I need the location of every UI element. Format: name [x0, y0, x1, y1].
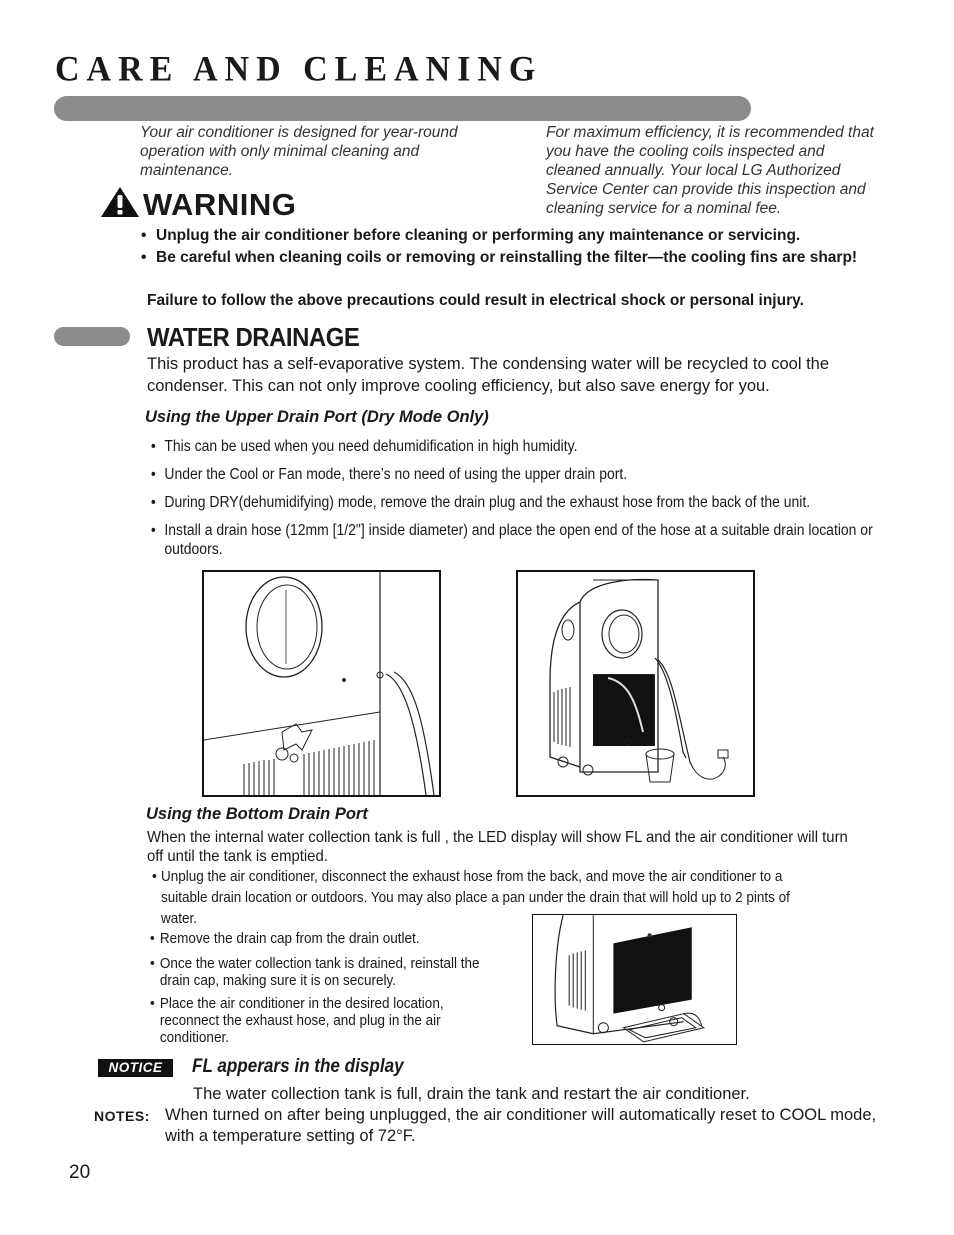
warning-failure-text: Failure to follow the above precautions could result in electrical shock or personal injury.: [147, 292, 804, 309]
list-item: • During DRY(dehumidifying) mode, remove the drain plug and the exhaust hose from the back of the unit.: [150, 493, 902, 512]
list-item: • Remove the drain cap from the drain outlet.: [150, 930, 506, 947]
list-item: • Place the air conditioner in the desired location, reconnect the exhaust hose, and plug in the air conditioner.: [150, 995, 506, 1046]
bottom-drain-intro: When the internal water collection tank is full , the LED display will show FL and the air conditioner will turn off until the tank is emptied.: [147, 829, 848, 865]
warning-heading-text: WARNING: [143, 186, 297, 222]
warning-item: • Unplug the air conditioner before cleaning or performing any maintenance or servicing.: [138, 225, 898, 246]
warning-heading: [100, 186, 296, 223]
upper-drain-closeup-illustration: [202, 570, 441, 797]
upper-drain-list: [150, 437, 902, 559]
intro-right: For maximum efficiency, it is recommended that you have the cooling coils inspected and cleaned annually. Your local LG Authorized Service Center can provide this inspection and cleaning service for a nominal fee.: [546, 124, 874, 217]
notice-title: FL apperars in the display: [192, 1056, 404, 1077]
warning-item: • Be careful when cleaning coils or removing or reinstalling the filter—the cooling fins are sharp!: [138, 247, 898, 268]
list-item: • Unplug the air conditioner, disconnect the exhaust hose from the back, and move the air conditioner to a suitable drain location or outdoors. You may also place a pan under the drain that will hold up to 2 pints of water.: [152, 866, 818, 929]
bottom-drain-list: [150, 930, 506, 1046]
list-item: • This can be used when you need dehumidification in high humidity.: [150, 437, 902, 456]
section-intro: This product has a self-evaporative system. The condensing water will be recycled to cool the condenser. This can not only improve cooling efficiency, but also save energy for you.: [147, 355, 830, 395]
header-bar: [54, 96, 751, 121]
notice-body: The water collection tank is full, drain the tank and restart the air conditioner.: [193, 1085, 750, 1103]
upper-drain-title: Using the Upper Drain Port (Dry Mode Only): [145, 408, 489, 426]
list-item: • Under the Cool or Fan mode, there’s no need of using the upper drain port.: [150, 465, 902, 484]
section-title: WATER DRAINAGE: [147, 322, 360, 352]
warning-triangle-icon: [100, 186, 140, 223]
list-item: • Install a drain hose (12mm [1/2"] inside diameter) and place the open end of the hose at a suitable drain location or outdoors.: [150, 521, 902, 559]
list-item: • Once the water collection tank is drained, reinstall the drain cap, making sure it is on securely.: [150, 955, 506, 989]
page-title: CARE AND CLEANING: [55, 50, 543, 89]
bottom-drain-illustration: [532, 914, 737, 1045]
section-marker: [54, 327, 130, 346]
warning-list: [138, 225, 898, 269]
notice-badge: NOTICE: [98, 1059, 173, 1077]
bottom-drain-title: Using the Bottom Drain Port: [146, 805, 368, 823]
notes-label: NOTES:: [94, 1108, 150, 1124]
intro-left: Your air conditioner is designed for year-round operation with only minimal cleaning and maintenance.: [140, 124, 458, 179]
notes-body: When turned on after being unplugged, the air conditioner will automatically reset to COOL mode, with a temperature setting of 72°F.: [165, 1106, 877, 1145]
page-number: 20: [69, 1162, 91, 1183]
upper-drain-unit-illustration: [516, 570, 755, 797]
